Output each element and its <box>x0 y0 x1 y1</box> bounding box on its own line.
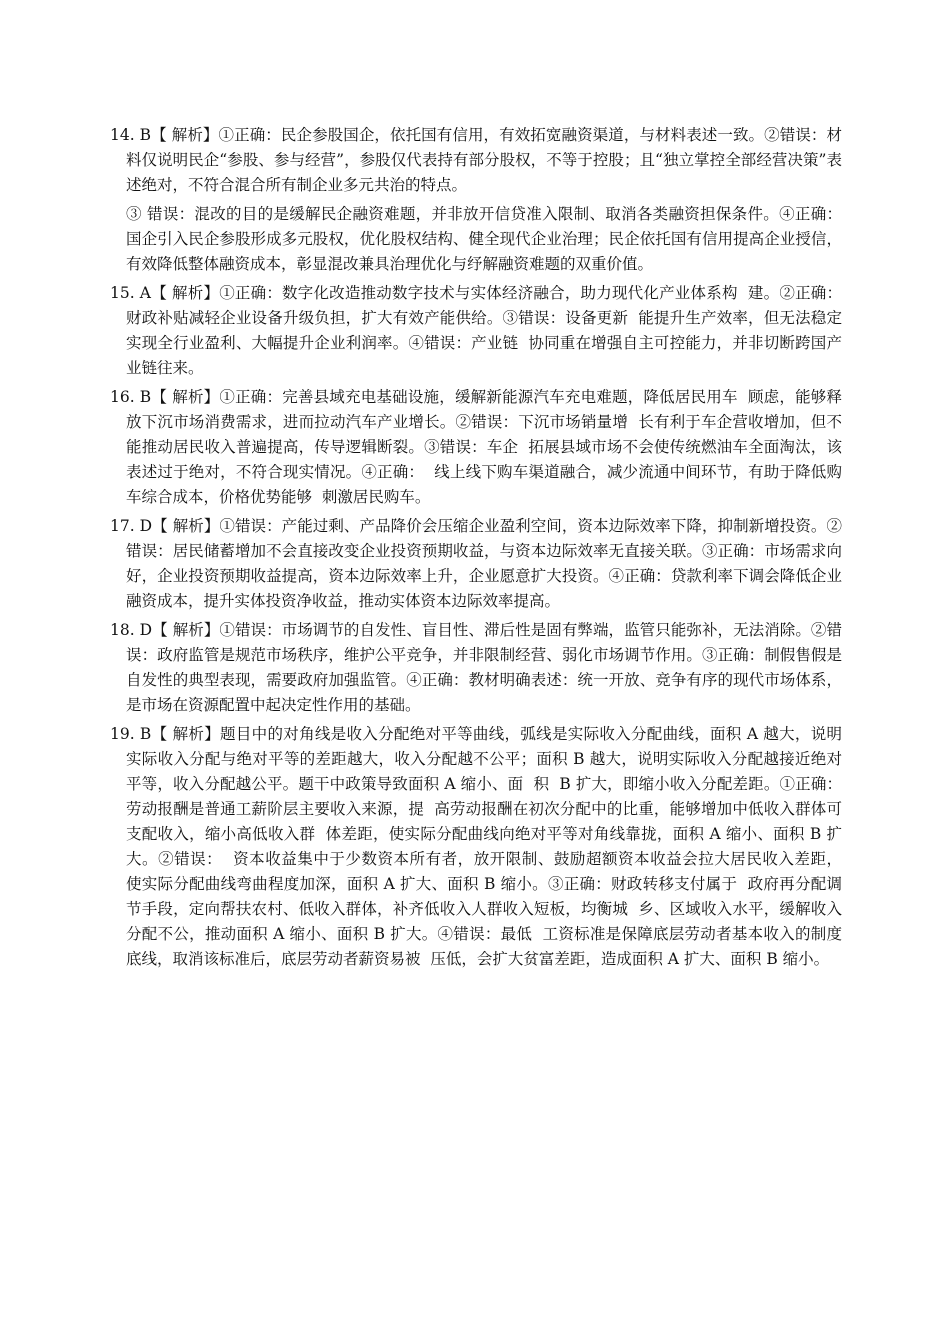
answer-paragraph <box>110 618 842 718</box>
analysis-text: ①错误：市场调节的自发性、盲目性、滞后性是固有弊端，监管只能弥补，无法消除。②错误：政府监管是规范市场秩序，维护公平竞争，并非限制经营、弱化市场调节作用。③正确：制假售假是自发性的典型表现，需要政府加强监管。④正确：教材明确表述：统一开放、竞争有序的现代市场体系，是市场在资源配置中起决定性作用的基础。 <box>126 621 842 714</box>
analysis-tag: 【 解析】 <box>150 284 220 302</box>
answer-18 <box>110 618 842 718</box>
analysis-text: ①正确：数字化改造推动数字技术与实体经济融合，助力现代化产业体系构 建。②正确：财政补贴减轻企业设备升级负担，扩大有效产能供给。③错误：设备更新 能提升生产效率，但无法稳定实现全行业盈利、大幅提升企业利润率。④错误：产业链 协同重在增强自主可控能力，并非切断跨国产业链往来。 <box>126 284 842 377</box>
answer-14 <box>110 123 842 277</box>
analysis-tag: 【 解析】 <box>151 725 221 743</box>
answer-number: 17. D <box>110 517 153 535</box>
answer-16 <box>110 385 842 510</box>
answer-number: 18. D <box>110 621 153 639</box>
answer-paragraph <box>110 123 842 198</box>
answer-number: 19. B <box>110 725 152 743</box>
answer-17 <box>110 514 842 614</box>
analysis-tag: 【 解析】 <box>151 388 220 406</box>
analysis-text: ①正确：民企参股国企，依托国有信用，有效拓宽融资渠道，与材料表述一致。②错误：材料仅说明民企“参股、参与经营”，参股仅代表持有部分股权，不等于控股；且“独立掌控全部经营决策”表述绝对，不符合混合所有制企业多元共治的特点。 <box>126 126 842 194</box>
answer-number: 16. B <box>110 388 152 406</box>
answer-19 <box>110 722 852 972</box>
answer-number: 15. A <box>110 284 151 302</box>
analysis-tag: 【 解析】 <box>151 126 219 144</box>
analysis-text: ①错误：产能过剩、产品降价会压缩企业盈利空间，资本边际效率下降，抑制新增投资。②错误：居民储蓄增加不会直接改变企业投资预期收益，与资本边际效率无直接关联。③正确：市场需求向好，企业投资预期收益提高，资本边际效率上升，企业愿意扩大投资。④正确：贷款利率下调会降低企业融资成本，提升实体投资净收益，推动实体资本边际效率提高。 <box>126 517 842 610</box>
analysis-tag: 【 解析】 <box>152 517 220 535</box>
answer-analysis-document <box>110 123 852 976</box>
analysis-text: ③ 错误：混改的目的是缓解民企融资难题，并非放开信贷准入限制、取消各类融资担保条件。④正确：国企引入民企参股形成多元股权，优化股权结构、健全现代企业治理；民企依托国有信用提高企业授信，有效降低整体融资成本，彰显混改兼具治理优化与纾解融资难题的双重价值。 <box>126 205 842 273</box>
answer-paragraph-continued <box>110 202 842 277</box>
answer-number: 14. B <box>110 126 152 144</box>
answer-paragraph <box>110 514 842 614</box>
answer-paragraph <box>110 281 842 381</box>
analysis-text: ①正确：完善县域充电基础设施，缓解新能源汽车充电难题，降低居民用车 顾虑，能够释放下沉市场消费需求，进而拉动汽车产业增长。②错误：下沉市场销量增 长有利于车企营收增加，但不能推动居民收入普遍提高，传导逻辑断裂。③错误：车企 拓展县域市场不会使传统燃油车全面淘汰，该表述过于绝对，不符合现实情况。④正确： 线上线下购车渠道融合，减少流通中间环节，有助于降低购车综合成本，价格优势能够 刺激居民购车。 <box>126 388 843 506</box>
analysis-text: 题目中的对角线是收入分配绝对平等曲线，弧线是实际收入分配曲线，面积 A 越大，说明实际收入分配与绝对平等的差距越大，收入分配越不公平；面积 B 越大，说明实际收入分配越接近绝对平等，收入分配越公平。题干中政策导致面积 A 缩小、面 积 B 扩大，即缩小收入分配差距。①正确：劳动报酬是普通工薪阶层主要收入来源，提 高劳动报酬在初次分配中的比重，能够增加中低收入群体可支配收入，缩小高低收入群 体差距，使实际分配曲线向绝对平等对角线靠拢，面积 A 缩小、面积 B 扩大。②错误： 资本收益集中于少数资本所有者，放开限制、鼓励超额资本收益会拉大居民收入差距， 使实际分配曲线弯曲程度加深，面积 A 扩大、面积 B 缩小。③正确：财政转移支付属于 政府再分配调节手段，定向帮扶农村、低收入群体，补齐低收入人群收入短板，均衡城 乡、区域收入水平，缓解收入分配不公，推动面积 A 缩小、面积 B 扩大。④错误：最低 工资标准是保障底层劳动者基本收入的制度底线，取消该标准后，底层劳动者薪资易被 压低，会扩大贫富差距，造成面积 A 扩大、面积 B 缩小。 <box>126 725 852 968</box>
answer-paragraph <box>110 722 852 972</box>
answer-paragraph <box>110 385 842 510</box>
analysis-tag: 【 解析】 <box>152 621 220 639</box>
answer-15 <box>110 281 842 381</box>
